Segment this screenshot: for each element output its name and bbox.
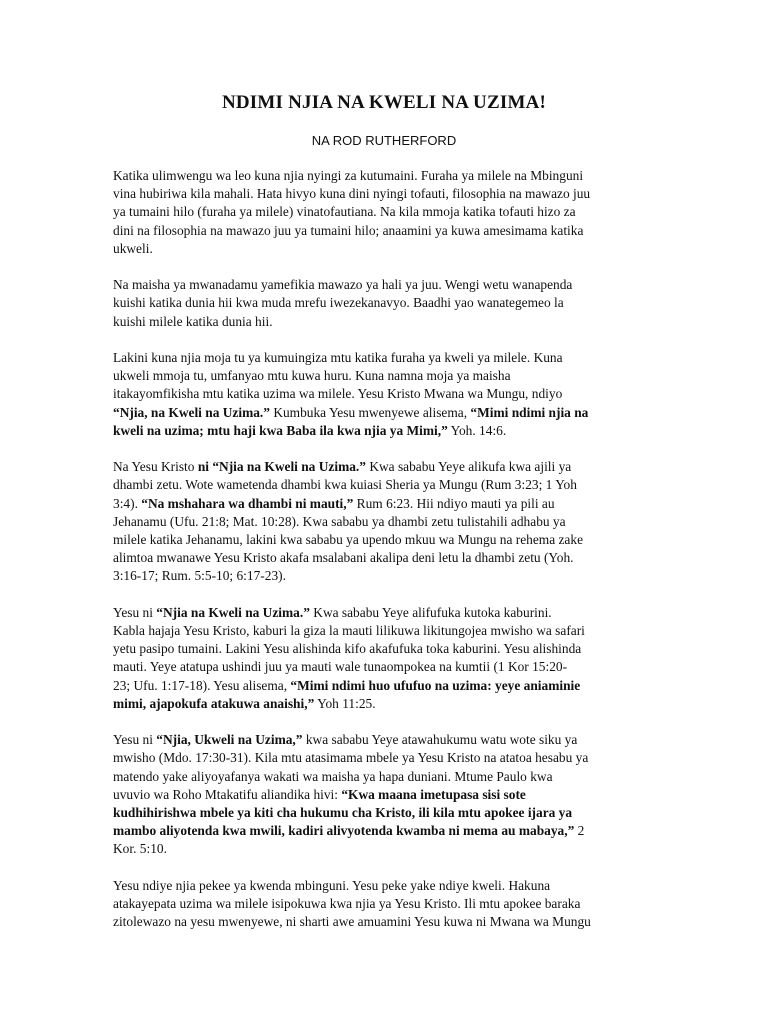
text-segment: dini na filosophia na mawazo juu ya tumaini hilo; anaamini ya kuwa amesimama katika (113, 222, 584, 238)
paragraph (113, 276, 665, 331)
bold-quote: “Mimi ndimi huo ufufuo na uzima: yeye aniaminie (290, 677, 581, 693)
text-segment: ukweli mmoja tu, umfanyao mtu kuwa huru. Kuna namna moja ya maisha (113, 368, 511, 384)
text-line (113, 786, 665, 804)
text-segment: Kwa sababu Yeye alikufa kwa ajili ya (365, 459, 572, 475)
text-segment: Katika ulimwengu wa leo kuna njia nyingi za kutumaini. Furaha ya milele na Mbinguni (113, 168, 584, 183)
text-line (113, 404, 665, 422)
text-segment: kuishi milele katika dunia hii. (113, 313, 273, 329)
text-segment: atakayepata uzima wa milele isipokuwa kwa njia ya Yesu Kristo. Ili mtu apokee baraka (113, 896, 581, 912)
text-segment: Jehanamu (Ufu. 21:8; Mat. 10:28). Kwa sababu ya dhambi zetu tulistahili adhabu ya (113, 513, 566, 529)
bold-quote: “Kwa maana imetupasa sisi sote (341, 786, 526, 802)
text-line (113, 294, 665, 312)
text-segment: vina hubiriwa kila mahali. Hata hivyo kuna dini nyingi tofauti, filosophia na mawazo juu (113, 186, 591, 202)
text-line (113, 804, 665, 822)
text-line (113, 422, 665, 440)
bold-quote: ni “Njia na Kweli na Uzima.” (197, 459, 366, 475)
text-segment: Na Yesu Kristo (113, 459, 198, 475)
paragraph (113, 731, 665, 858)
text-line (113, 167, 665, 185)
text-segment: Yoh 11:25. (314, 695, 376, 711)
text-line (113, 549, 665, 567)
text-line (113, 913, 665, 931)
text-line (113, 513, 665, 531)
bold-quote: kweli na uzima; mtu haji kwa Baba ila kwa njia ya Mimi,” (113, 422, 448, 438)
text-segment: 2 (574, 823, 585, 839)
text-line (113, 476, 665, 494)
text-segment: yetu pasipo tumaini. Lakini Yesu alishinda kifo akafufuka toka kaburini. Yesu alishinda (113, 641, 582, 657)
paragraph (113, 458, 665, 585)
text-segment: Yesu ni (113, 604, 157, 620)
text-line (113, 622, 665, 640)
text-line (113, 385, 665, 403)
text-segment: Kabla hajaja Yesu Kristo, kaburi la giza la mauti lilikuwa likitungojea mwisho wa safari (113, 623, 585, 639)
document-body (113, 167, 665, 950)
text-line (113, 567, 665, 585)
text-line (113, 695, 665, 713)
text-line (113, 677, 665, 695)
text-segment: mwisho (Mdo. 17:30-31). Kila mtu atasimama mbele ya Yesu Kristo na atatoa hesabu ya (113, 750, 589, 766)
text-line (113, 604, 665, 622)
text-segment: matendo yake aliyoyafanya wakati wa maisha ya hapa duniani. Mtume Paulo kwa (113, 768, 553, 784)
text-segment: uvuvio wa Roho Mtakatifu aliandika hivi: (113, 786, 342, 802)
text-line (113, 240, 665, 258)
text-line (113, 349, 665, 367)
text-segment: alimtoa mwanawe Yesu Kristo akafa msalabani akalipa deni letu la dhambi zetu (Yoh. (113, 550, 574, 566)
text-line (113, 877, 665, 895)
paragraph (113, 167, 665, 258)
bold-quote: mimi, ajapokufa atakuwa anaishi,” (113, 695, 315, 711)
text-segment: Yoh. 14:6. (447, 422, 507, 438)
text-segment: 3:4). (113, 495, 142, 511)
text-line (113, 495, 665, 513)
text-segment: 23; Ufu. 1:17-18). Yesu alisema, (113, 677, 291, 693)
text-line (113, 531, 665, 549)
text-segment: Yesu ndiye njia pekee ya kwenda mbinguni. Yesu peke yake ndiye kweli. Hakuna (113, 877, 551, 893)
text-line (113, 768, 665, 786)
text-segment: zitolewazo na yesu mwenyewe, ni sharti awe amuamini Yesu kuwa ni Mwana wa Mungu (113, 914, 591, 930)
text-segment: Yesu ni (113, 732, 157, 748)
text-line (113, 640, 665, 658)
bold-quote: “Njia na Kweli na Uzima.” (156, 604, 310, 620)
text-segment: itakayomfikisha mtu katika uzima wa milele. Yesu Kristo Mwana wa Mungu, ndiyo (113, 386, 563, 402)
text-line (113, 222, 665, 240)
bold-quote: “Mimi ndimi njia na (470, 404, 589, 420)
bold-quote: “Na mshahara wa dhambi ni mauti,” (141, 495, 354, 511)
text-line (113, 840, 665, 858)
text-line (113, 313, 665, 331)
text-segment: Na maisha ya mwanadamu yamefikia mawazo ya hali ya juu. Wengi wetu wanapenda (113, 277, 573, 293)
bold-quote: mambo aliyotenda kwa mwili, kadiri alivyotenda kwamba ni mema au mabaya,” (113, 823, 575, 839)
text-segment: Kwa sababu Yeye alifufuka kutoka kaburini. (309, 604, 552, 620)
text-line (113, 731, 665, 749)
bold-quote: “Njia, na Kweli na Uzima.” (113, 404, 270, 420)
text-line (113, 203, 665, 221)
text-line (113, 185, 665, 203)
text-segment: dhambi zetu. Wote wametenda dhambi kwa kuiasi Sheria ya Mungu (Rum 3:23; 1 Yoh (113, 477, 577, 493)
text-segment: milele katika Jehanamu, lakini kwa sababu ya upendo mkuu wa Mungu na rehema zake (113, 532, 584, 548)
text-line (113, 895, 665, 913)
text-line (113, 658, 665, 676)
author-line: NA ROD RUTHERFORD (311, 133, 457, 148)
bold-quote: kudhihirishwa mbele ya kiti cha hukumu cha Kristo, ili kila mtu apokee ijara ya (113, 805, 573, 821)
text-segment: kwa sababu Yeye atawahukumu watu wote siku ya (302, 732, 578, 748)
text-line (113, 822, 665, 840)
text-segment: Lakini kuna njia moja tu ya kumuingiza mtu katika furaha ya kweli ya milele. Kuna (113, 350, 563, 365)
paragraph (113, 877, 665, 932)
text-line (113, 367, 665, 385)
text-segment: Rum 6:23. Hii ndiyo mauti ya pili au (353, 495, 555, 511)
document-title: NDIMI NJIA NA KWELI NA UZIMA! (221, 92, 547, 113)
text-segment: Kumbuka Yesu mwenyewe alisema, (269, 404, 471, 420)
text-segment: 3:16-17; Rum. 5:5-10; 6:17-23). (113, 568, 286, 584)
text-segment: Kor. 5:10. (113, 841, 167, 857)
bold-quote: “Njia, Ukweli na Uzima,” (156, 732, 303, 748)
text-line (113, 749, 665, 767)
text-segment: ukweli. (113, 240, 153, 256)
text-segment: mauti. Yeye atatupa ushindi juu ya mauti wale tunaompokea na kumtii (1 Kor 15:20- (113, 659, 568, 675)
text-segment: kuishi katika dunia hii kwa muda mrefu iwezekanavyo. Baadhi yao wanategemeo la (113, 295, 564, 311)
paragraph (113, 349, 665, 440)
text-segment: ya tumaini hilo (furaha ya milele) vinatofautiana. Na kila mmoja katika tofauti hizo za (113, 204, 576, 220)
text-line (113, 276, 665, 294)
text-line (113, 458, 665, 476)
paragraph (113, 604, 665, 713)
